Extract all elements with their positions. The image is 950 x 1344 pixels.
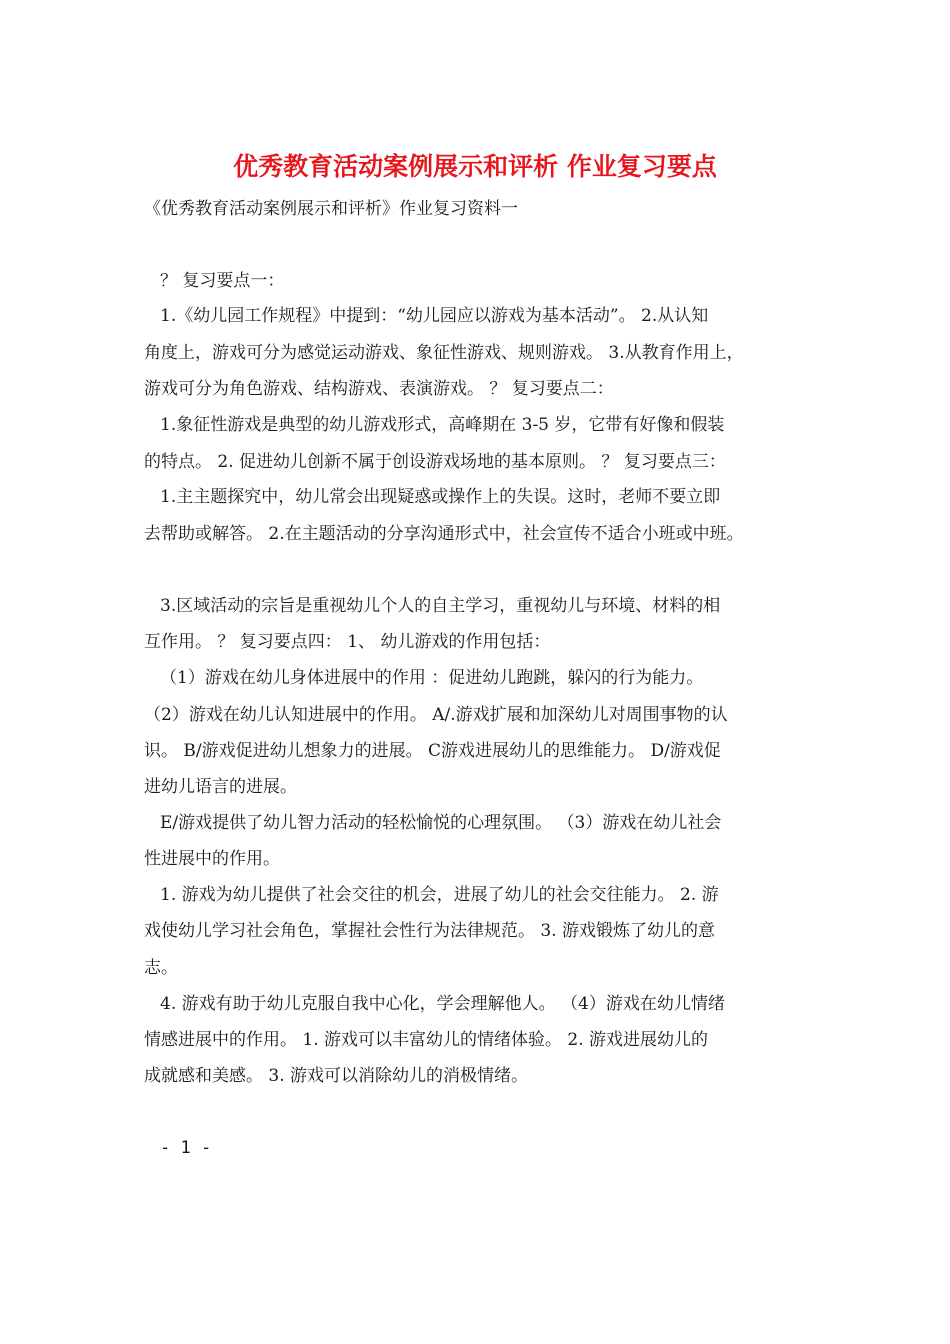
body-line: （1）游戏在幼儿身体进展中的作用 ：促进幼儿跑跳，躲闪的行为能力。 — [160, 668, 704, 688]
body-line: 志。 — [144, 958, 178, 978]
body-line: 进幼儿语言的进展。 — [144, 777, 297, 797]
body-line: 1.《幼儿园工作规程》中提到：“幼儿园应以游戏为基本活动”。 2.从认知 — [160, 306, 709, 326]
body-line: 角度上，游戏可分为感觉运动游戏、象征性游戏、规则游戏。 3.从教育作用上， — [144, 343, 744, 363]
body-line: 1.象征性游戏是典型的幼儿游戏形式，高峰期在 3-5 岁，它带有好像和假装 — [160, 415, 725, 435]
body-line: 1. 游戏为幼儿提供了社会交往的机会，进展了幼儿的社会交往能力。 2. 游 — [160, 885, 719, 905]
page-number: - 1 - — [160, 1138, 212, 1158]
body-line: 的特点。 2. 促进幼儿创新不属于创设游戏场地的基本原则。 ？ 复习要点三： — [144, 452, 726, 472]
body-line: 游戏可分为角色游戏、结构游戏、表演游戏。 ？ 复习要点二： — [144, 379, 614, 399]
body-line: E/游戏提供了幼儿智力活动的轻松愉悦的心理氛围。 （3）游戏在幼儿社会 — [160, 813, 722, 833]
document-subtitle: 《优秀教育活动案例展示和评析》作业复习资料一 — [144, 199, 518, 219]
body-line: 性进展中的作用。 — [144, 849, 280, 869]
body-line: 4. 游戏有助于幼儿克服自我中心化，学会理解他人。 （4）游戏在幼儿情绪 — [160, 994, 725, 1014]
body-line: 1.主主题探究中，幼儿常会出现疑惑或操作上的失误。这时，老师不要立即 — [160, 487, 721, 507]
body-line: 戏使幼儿学习社会角色，掌握社会性行为法律规范。 3. 游戏锻炼了幼儿的意 — [144, 921, 716, 941]
body-line: （2）游戏在幼儿认知进展中的作用。 A/.游戏扩展和加深幼儿对周围事物的认 — [144, 705, 728, 725]
body-line: 3.区域活动的宗旨是重视幼儿个人的自主学习，重视幼儿与环境、材料的相 — [160, 596, 721, 616]
body-line: 情感进展中的作用。 1. 游戏可以丰富幼儿的情绪体验。 2. 游戏进展幼儿的 — [144, 1030, 709, 1050]
body-line: 互作用。 ？ 复习要点四： 1、 幼儿游戏的作用包括： — [144, 632, 551, 652]
body-line: 去帮助或解答。 2.在主题活动的分享沟通形式中，社会宣传不适合小班或中班。 — [144, 524, 744, 544]
body-line: 识。 B/游戏促进幼儿想象力的进展。 C游戏进展幼儿的思维能力。 D/游戏促 — [144, 741, 721, 761]
document-title: 优秀教育活动案例展示和评析 作业复习要点 — [233, 152, 717, 181]
body-line: 成就感和美感。 3. 游戏可以消除幼儿的消极情绪。 — [144, 1066, 529, 1086]
body-line: ？ 复习要点一： — [160, 271, 285, 291]
